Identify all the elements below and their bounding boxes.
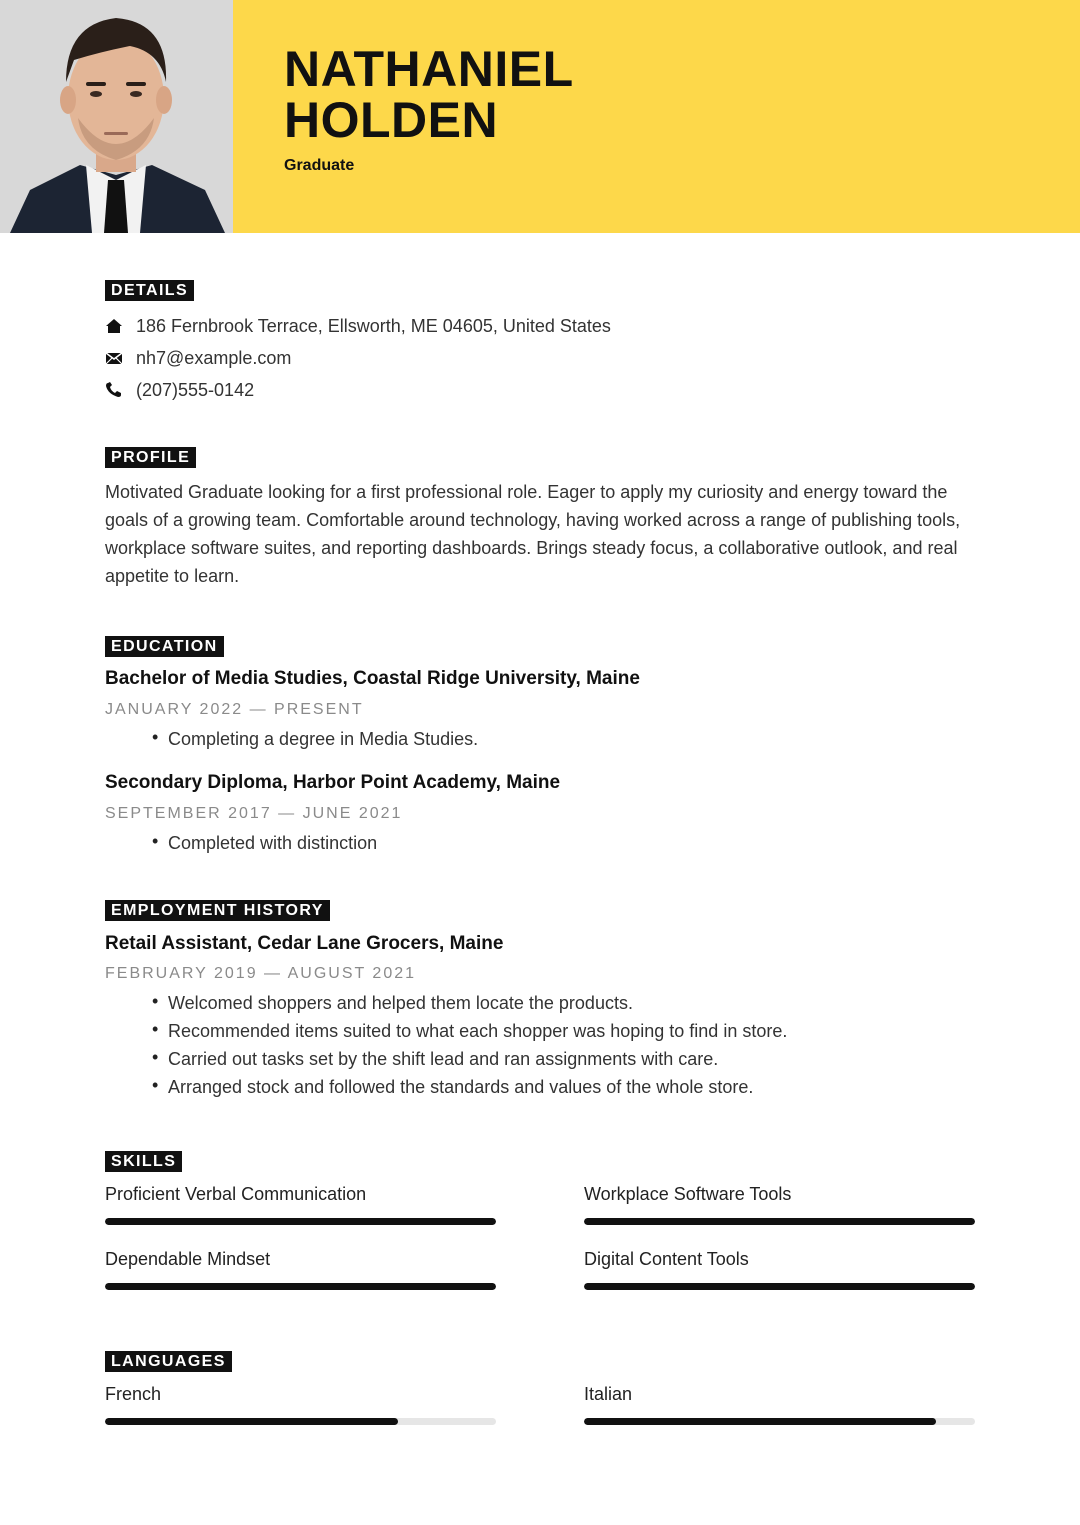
bullet-text: Arranged stock and followed the standards and values of the whole store. bbox=[168, 1077, 754, 1097]
skill-name: Proficient Verbal Communication bbox=[105, 1184, 367, 1204]
education-entry-date: JANUARY 2022 — PRESENT bbox=[105, 701, 364, 718]
skill-level-fill bbox=[584, 1283, 975, 1290]
languages-heading: LANGUAGES bbox=[105, 1351, 232, 1372]
education-bullet bbox=[152, 728, 479, 750]
home-icon bbox=[105, 318, 123, 334]
bullet-text: Completing a degree in Media Studies. bbox=[168, 729, 479, 749]
skill-name: Digital Content Tools bbox=[584, 1249, 749, 1269]
employment-bullet bbox=[152, 1076, 754, 1098]
phone-icon bbox=[105, 382, 123, 398]
job-title: Graduate bbox=[284, 157, 355, 174]
full-name bbox=[284, 41, 574, 148]
employment-entry-title: Retail Assistant, Cedar Lane Grocers, Maine bbox=[105, 933, 504, 954]
skill-level-bar bbox=[584, 1283, 975, 1290]
skill-level-fill bbox=[584, 1218, 975, 1225]
profile-heading: PROFILE bbox=[105, 447, 196, 468]
language-level-fill bbox=[105, 1418, 398, 1425]
employment-bullet bbox=[152, 1048, 719, 1070]
education-entry-date: SEPTEMBER 2017 — JUNE 2021 bbox=[105, 805, 403, 822]
profile-photo bbox=[0, 0, 233, 233]
language-level-fill bbox=[584, 1418, 936, 1425]
education-entry-title: Secondary Diploma, Harbor Point Academy, Maine bbox=[105, 772, 561, 793]
name-first: NATHANIEL bbox=[284, 41, 574, 97]
skill-name: Dependable Mindset bbox=[105, 1249, 271, 1269]
employment-bullet bbox=[152, 1020, 788, 1042]
employment-entry-date: FEBRUARY 2019 — AUGUST 2021 bbox=[105, 965, 417, 982]
language-level-bar bbox=[584, 1418, 975, 1425]
education-entry-title: Bachelor of Media Studies, Coastal Ridge University, Maine bbox=[105, 668, 640, 689]
skill-name: Workplace Software Tools bbox=[584, 1184, 792, 1204]
skill-level-bar bbox=[105, 1283, 496, 1290]
details-heading: DETAILS bbox=[105, 280, 194, 301]
name-last: HOLDEN bbox=[284, 92, 499, 148]
email-text[interactable]: nh7@example.com bbox=[136, 348, 292, 368]
education-heading: EDUCATION bbox=[105, 636, 224, 657]
skill-level-bar bbox=[105, 1218, 496, 1225]
education-bullet bbox=[152, 832, 378, 854]
employment-heading: EMPLOYMENT HISTORY bbox=[105, 900, 330, 921]
skill-level-bar bbox=[584, 1218, 975, 1225]
skills-heading: SKILLS bbox=[105, 1151, 182, 1172]
employment-bullet bbox=[152, 992, 633, 1014]
profile-summary: Motivated Graduate looking for a first professional role. Eager to apply my curiosity and energy toward the goals of a growing team. Comfortable around technology, having worked across a range of publishing tools, workplace software suites, and reporting dashboards. Brings steady focus, a collaborative outlook, and real appetite to learn. bbox=[105, 482, 961, 586]
skill-level-fill bbox=[105, 1218, 496, 1225]
language-name: French bbox=[105, 1384, 162, 1404]
language-level-bar bbox=[105, 1418, 496, 1425]
mail-icon bbox=[105, 350, 123, 366]
phone-text[interactable]: (207)555-0142 bbox=[136, 380, 255, 400]
bullet-text: Welcomed shoppers and helped them locate the products. bbox=[168, 993, 633, 1013]
address-text: 186 Fernbrook Terrace, Ellsworth, ME 04605, United States bbox=[136, 316, 611, 336]
language-name: Italian bbox=[584, 1384, 633, 1404]
portrait-image bbox=[0, 0, 233, 233]
skill-level-fill bbox=[105, 1283, 496, 1290]
bullet-text: Completed with distinction bbox=[168, 833, 378, 853]
bullet-text: Recommended items suited to what each shopper was hoping to find in store. bbox=[168, 1021, 788, 1041]
bullet-text: Carried out tasks set by the shift lead and ran assignments with care. bbox=[168, 1049, 719, 1069]
